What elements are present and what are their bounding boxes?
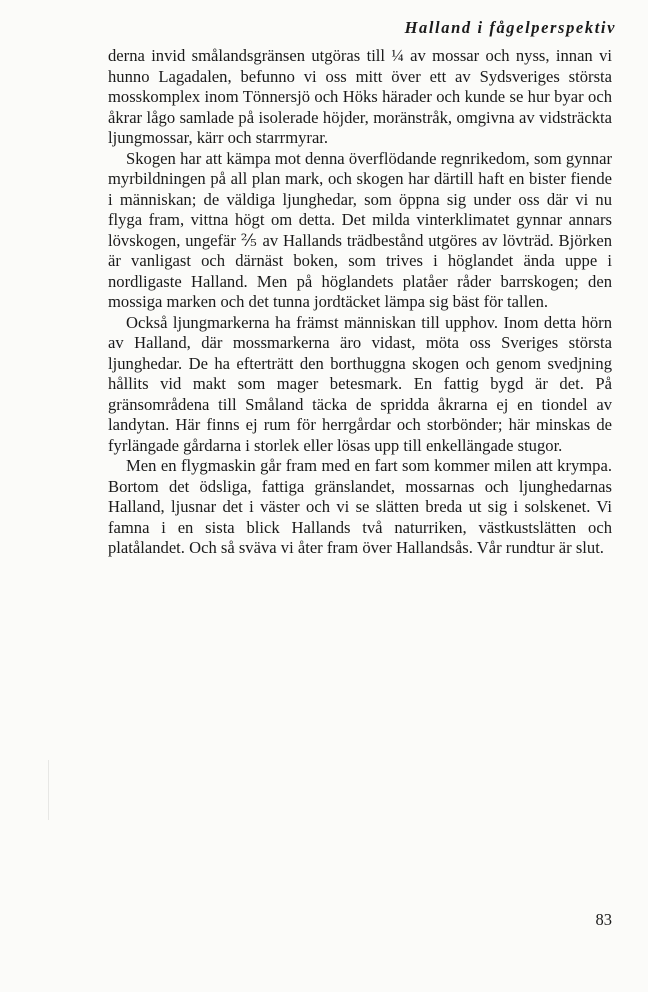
- running-head-title: Halland i fågelperspektiv: [404, 18, 616, 37]
- paragraph-4: Men en flygmaskin går fram med en fart som kommer milen att krympa. Bortom det ödsliga, fattiga gränslandet, mossarnas och ljunghedarnas Halland, ljusnar det i väster och vi se slätten breda ut sig i solskenet. Vi famna i en sista blick Hallands två naturriken, västkustslätten och platålandet. Och så sväva vi åter fram över Hallandsås. Vår rundtur är slut.: [108, 456, 612, 557]
- body-text: [108, 46, 612, 559]
- paragraph-3: Också ljungmarkerna ha främst människan till upphov. Inom detta hörn av Halland, där mossmarkerna äro vidast, möta oss Sveriges största ljunghedar. De ha efterträtt den borthuggna skogen och genom svedjning hållits vid makt som mager betesmark. En fattig bygd är det. På gränsområdena till Småland täcka de spridda åkrarna ej en tiondel av landytan. Här finns ej rum för herrgårdar och storbönder; här minskas de fyrlängade gårdarna i storlek eller lösas upp till enkellängade stugor.: [108, 312, 612, 455]
- scan-mark: [48, 760, 49, 820]
- page-number: 83: [595, 910, 612, 929]
- paragraph-1: derna invid smålandsgränsen utgöras till ¼ av mossar och nyss, innan vi hunno Lagadalen, befunno vi oss mitt över ett av Sydsveriges största mosskomplex inom Tönnersjö och Höks härader och kunde se hur byar och åkrar lågo samlade på isolerade höjder, moränstråk, omgivna av vidsträckta ljungmossar, kärr och starrmyrar.: [108, 46, 612, 147]
- paragraph-2: Skogen har att kämpa mot denna överflödande regnrikedom, som gynnar myrbildningen på all plan mark, och skogen har därtill haft en bister fiende i människan; de väldiga ljunghedar, som öppna sig under oss där vi nu flyga fram, vittna högt om detta. Det milda vinterklimatet gynnar annars lövskogen, ungefär ⅖ av Hallands trädbestånd utgöres av lövträd. Björken är vanligast och därnäst boken, som trives i höglandet ända uppe i nordligaste Halland. Men på höglandets platåer råder barrskogen; den mossiga marken och det tunna jordtäcket lämpa sig bäst för tallen.: [108, 148, 612, 311]
